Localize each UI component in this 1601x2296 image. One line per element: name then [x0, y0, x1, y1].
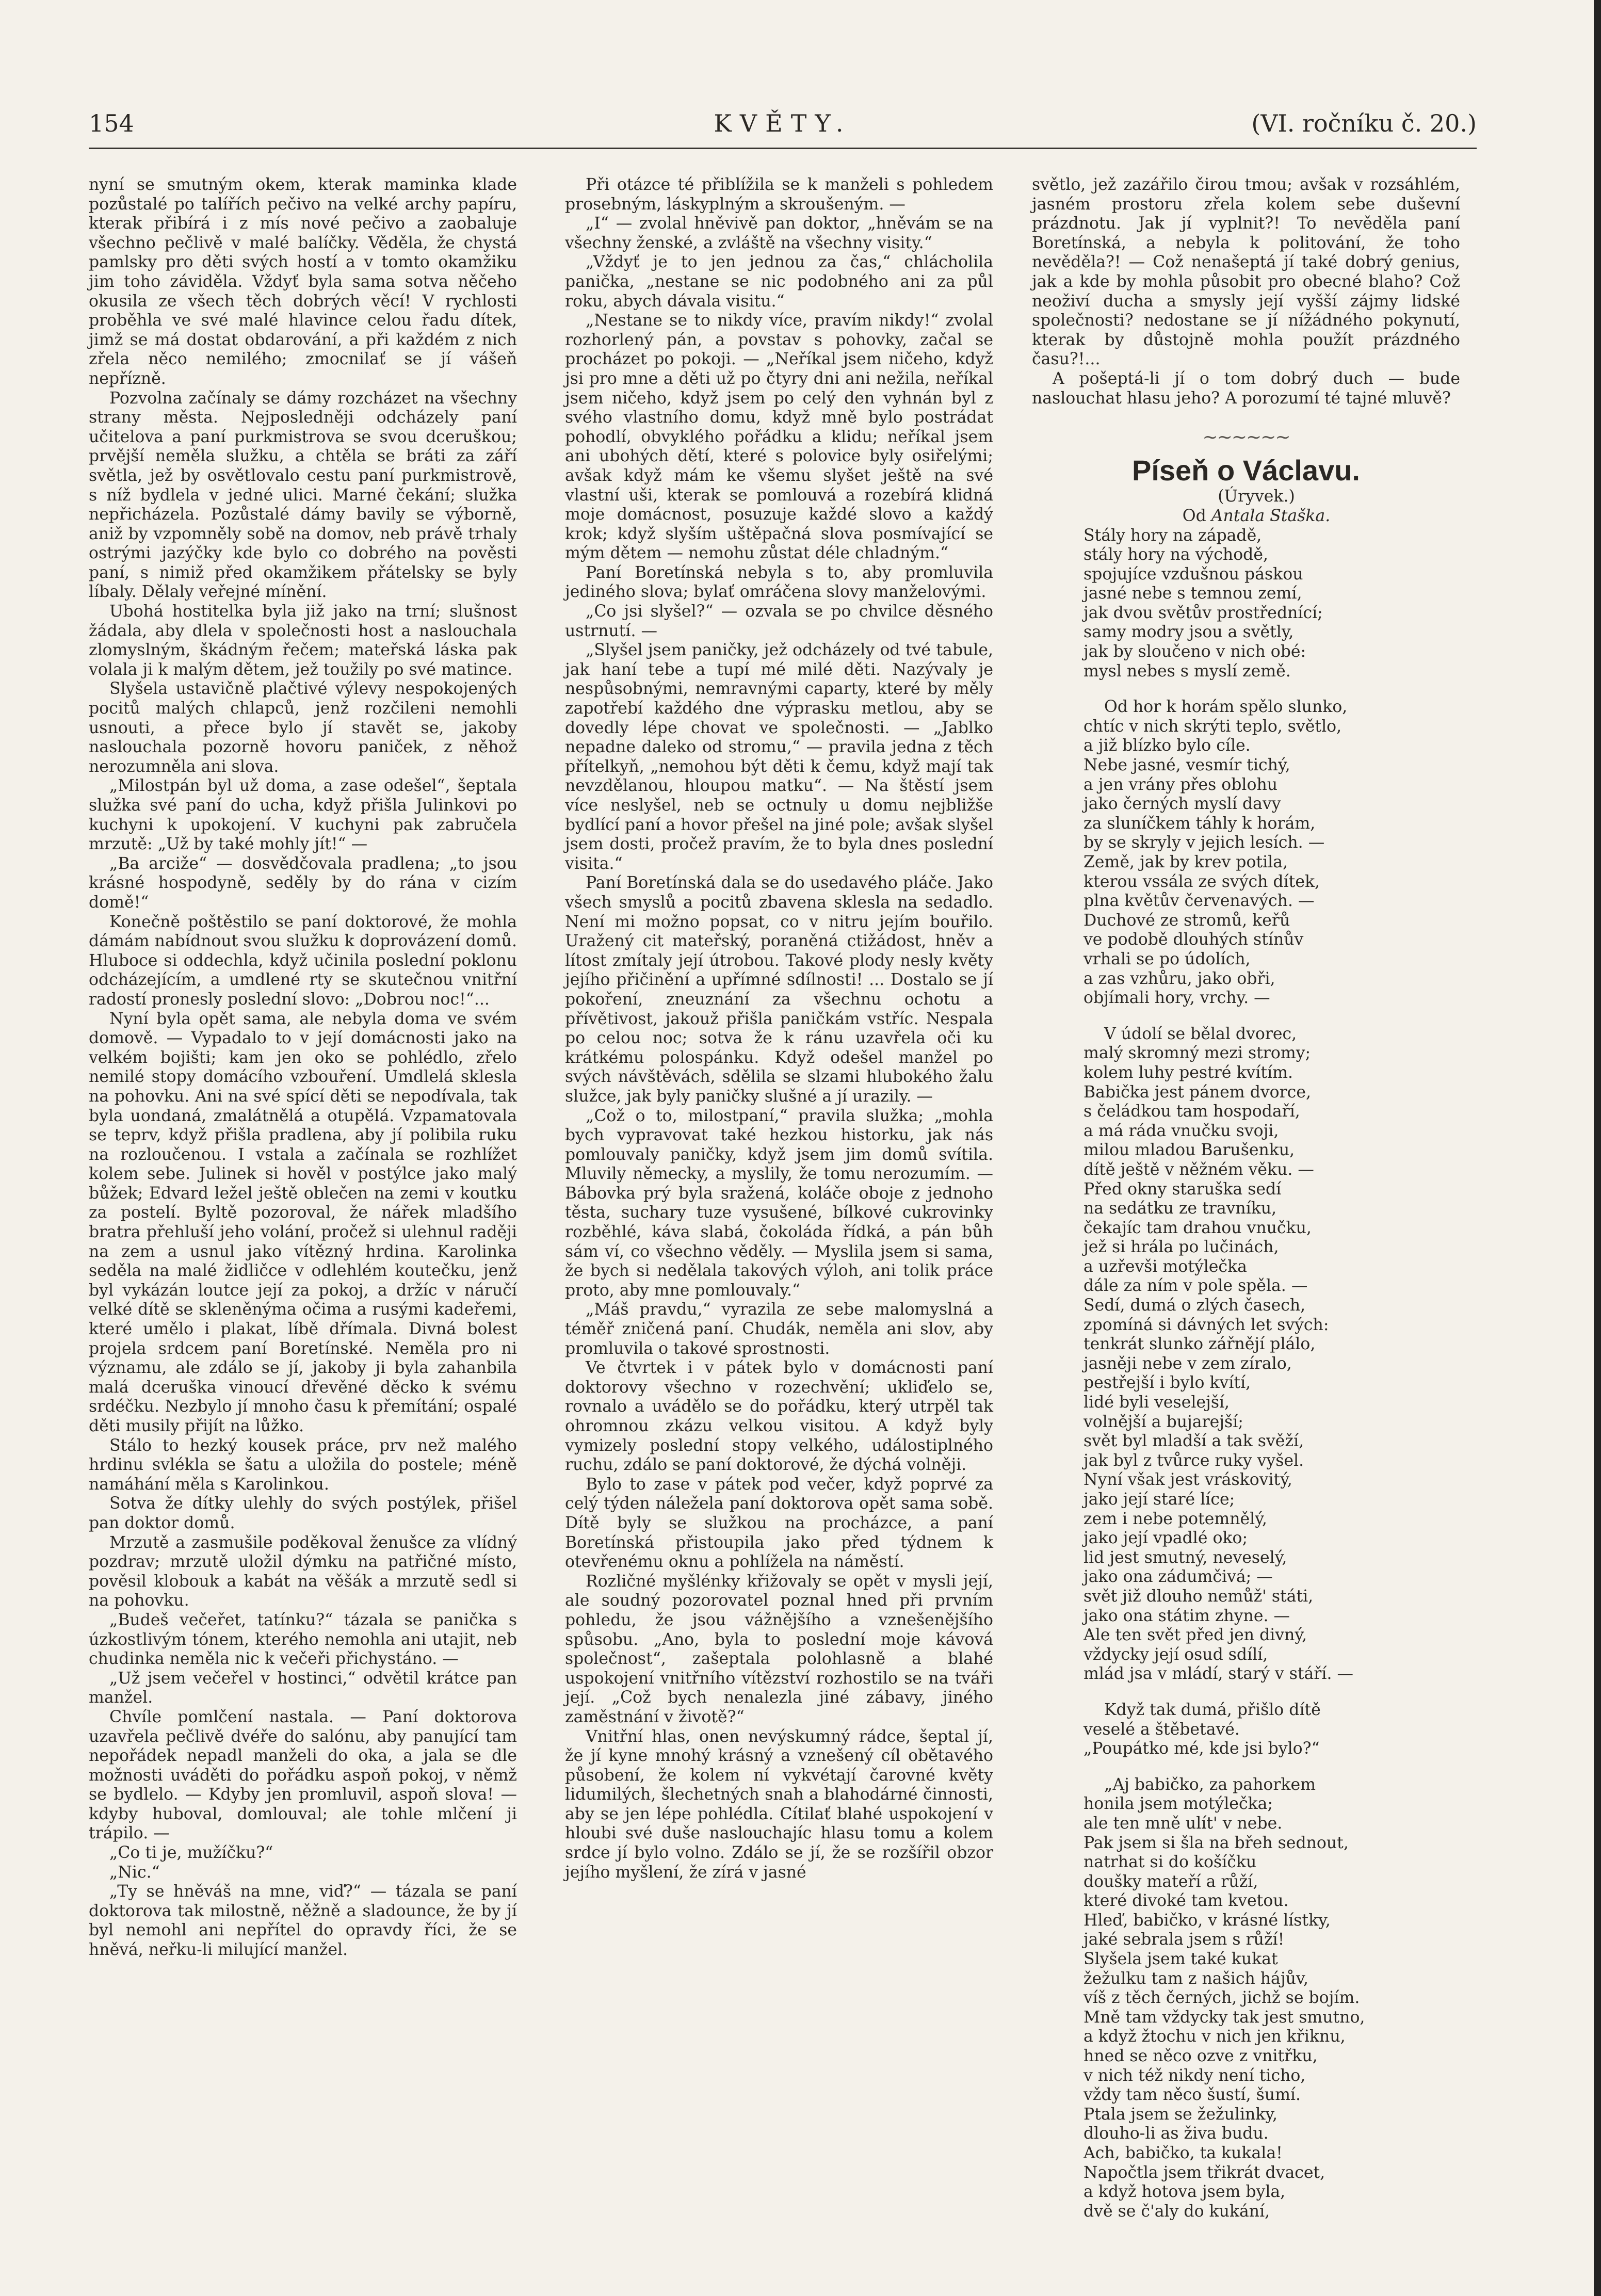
poem-line: lid jest smutný, neveselý,: [1083, 1548, 1287, 1567]
poem-line: Mně tam vždycky tak jest smutno,: [1083, 2008, 1365, 2027]
poem-line: Když tak dumá, přišlo dítě: [1104, 1700, 1321, 1719]
poem-line: svět byl mladší a tak svěží,: [1083, 1432, 1304, 1451]
poem-line: jako její vpadlé oko;: [1083, 1529, 1248, 1548]
poem-line: ale ten mně ulít' v nebe.: [1083, 1814, 1283, 1833]
poem-line: Od hor k horám spělo slunko,: [1104, 698, 1348, 717]
poem-line: jak byl z tvůrce ruky vyšel.: [1083, 1451, 1304, 1470]
poem-line: veselé a štěbetavé.: [1083, 1720, 1240, 1739]
poem-line: a když hotova jsem byla,: [1083, 2182, 1286, 2202]
poem-line: Ale ten svět před jen divný,: [1083, 1626, 1307, 1645]
paragraph: „Ty se hněváš na mne, viď?“ — tázala se paní doktorova tak milostně, něžně a sladounce, že by jí byl nemohl ani nepřítel do opravdy říci, že se hněvá, neřku-li milující manžel.: [89, 1882, 517, 1960]
paragraph: „Vždyť je to jen jednou za čas,“ chlácholila panička, „nestane se nic podobného ani za půl roku, abych dávala visitu.“: [565, 253, 993, 311]
poem-stanza: [1083, 698, 1460, 1008]
poem-line: jako ona zádumčivá; —: [1083, 1567, 1273, 1587]
paragraph: „Což o to, milostpaní,“ pravila služka; „mohla bych vypravovat také hezkou historku, jak nás pomlouvaly paničky, když jsem jim domů svítila. Mluvily německy, a myslily, že tomu nerozumím. — Bábovka prý byla sražená, koláče oboje z jednoho těsta, suchary tuze vysušené, bílkové cukrovinky rozběhlé, káva slabá, čokoláda řídká, a pán bůh sám ví, co všechno věděly. — Myslila jsem si sama, že bych si nedělala takových výloh, ani tolik práce proto, aby mne pomlouvaly.“: [565, 1106, 993, 1300]
issue-label: (VI. ročníku č. 20.): [1251, 109, 1477, 137]
poem-line: Nebe jasné, vesmír tichý,: [1083, 756, 1290, 775]
poem-line: natrhat si do košíčku: [1083, 1853, 1257, 1872]
column-middle: [565, 175, 993, 2167]
poem-line: jak by sloučeno v nich obé:: [1083, 642, 1306, 661]
poem-title: Píseň o Václavu.: [1132, 454, 1360, 487]
poem-line: jasněji nebe v zem zíralo,: [1083, 1354, 1292, 1373]
poem-line: které divoké tam kvetou.: [1083, 1891, 1289, 1911]
paragraph: Konečně poštěstilo se paní doktorové, že mohla dámám nabídnout svou služku k doprovázení domů. Hluboce si oddechla, když učinila poslední poklonu odcházejícím, a umdlené rty se skutečnou vnitřní radostí pronesly poslední slovo: „Dobrou noc!“...: [89, 912, 517, 1009]
column-left: [89, 175, 517, 2167]
poem-line: „Aj babičko, za pahorkem: [1104, 1775, 1316, 1794]
paragraph: „Nic.“: [109, 1863, 160, 1882]
paragraph: A pošeptá-li jí o tom dobrý duch — bude naslouchat hlasu jeho? A porozumí té tajné mluvě?: [1032, 369, 1460, 408]
poem-line: svět již dlouho nemůž' státi,: [1083, 1587, 1314, 1606]
poem-author: Antala Staška.: [1211, 506, 1331, 525]
poem-line: jako černých myslí davy: [1083, 795, 1281, 814]
poem-author-line: [1032, 507, 1460, 526]
poem-line: jak dvou světův prostřednící;: [1083, 603, 1323, 622]
poem-line: objímali hory, vrchy. —: [1083, 989, 1270, 1008]
paragraph: Slyšela ustavičně plačtivé výlevy nespokojených pocitů malých chlapců, jenž rozčileni nemohli usnouti, a přece bylo jí stavět se, jakoby naslouchala pozorně hovoru paniček, z něhož nerozumněla ani slova.: [89, 680, 517, 776]
poem-line: v nich též nikdy není ticho,: [1083, 2066, 1306, 2085]
poem-line: za sluníčkem táhly k horám,: [1083, 814, 1316, 833]
poem-line: kterou vssála ze svých dítek,: [1083, 872, 1320, 891]
paragraph: světlo, jež zazářilo čirou tmou; avšak v rozsáhlém, jasném prostoru zřela kolem sebe duševní prázdnotu. Jak jí vyplnit?! To nevěděla paní Boretínská, a nebyla k politování, že toho nevěděla?! — Což nenašeptá jí také dobrý genius, jak a kde by mohla působit pro obecné blaho? Což neoživí ducha a smysly její vyšší zájmy lidské společnosti? nedostane se jí nížádného pokynutí, kterak by důstojně mohla použít prázdného času?!...: [1032, 175, 1460, 369]
paragraph: Mrzutě a zasmušile poděkoval ženušce za vlídný pozdrav; mrzutě uložil dýmku na patřičné místo, pověsil klobouk a kabát na věšák a mrzutě sedl si na pohovku.: [89, 1533, 517, 1610]
paragraph: „Máš pravdu,“ vyrazila ze sebe malomyslná a téměř zničená paní. Chudák, neměla ani slov, aby promluvila o takové sprostnosti.: [565, 1300, 993, 1358]
poem-line: Nyní však jest vráskovitý,: [1083, 1470, 1292, 1490]
poem-line: vždy tam něco šustí, šumí.: [1083, 2085, 1301, 2105]
paragraph: „Budeš večeřet, tatínku?“ tázala se panička s úzkostlivým tónem, kterého nemohla ani utajit, neb chudinka neměla nic k večeři přichystáno. —: [89, 1610, 517, 1669]
paragraph: „Milostpán byl už doma, a zase odešel“, šeptala služka své paní do ucha, když přišla Julinkovi po kuchyni k upokojení. V kuchyni pak zabručela mrzutě: „Už by také mohly jít!“ —: [89, 777, 517, 854]
poem-subtitle: (Úryvek.): [1218, 487, 1295, 506]
poem-line: plna květův červenavých. —: [1083, 892, 1315, 911]
poem-line: čekajíc tam drahou vnučku,: [1083, 1218, 1312, 1237]
page-number: 154: [89, 109, 134, 137]
paragraph: nyní se smutným okem, kterak maminka klade pozůstalé po talířích pečivo na velké archy papíru, kterak přibírá i z mís nové pečivo a zaobaluje všechno pečlivě v malé balíčky. Věděla, že chystá pamlsky pro děti svých hostí a v tomto okamžiku jim toho záviděla. Vždyť byla sama sotva něčeho okusila ze všech těch dobrých věcí! V rychlosti proběhla ve své malé hlavince celou řadu dítek, jimž se má dostat obdarování, a při každém z nich zřela něco nemilého; zmocnilať se jí vášeň nepřízně.: [89, 175, 517, 388]
poem-line: vrhali se po údolích,: [1083, 949, 1251, 968]
poem-stanza: [1083, 1025, 1460, 1684]
poem-line: Duchové ze stromů, keřů: [1083, 911, 1290, 930]
poem-line: Hleď, babičko, v krásné lístky,: [1083, 1911, 1331, 1930]
poem-line: malý skromný mezi stromy;: [1083, 1044, 1311, 1063]
paragraph: Při otázce té přiblížila se k manželi s pohledem prosebným, láskyplným a skroušeným. —: [565, 175, 993, 214]
paragraph: Sotva že dítky ulehly do svých postýlek, přišel pan doktor domů.: [89, 1494, 517, 1532]
poem-line: honila jsem motýlečka;: [1083, 1794, 1273, 1814]
paragraph: „Ba arciže“ — dosvědčovala pradlena; „to jsou krásné hospodyně, seděly by do rána v cizím domě!“: [89, 854, 517, 912]
scan-edge: [1594, 0, 1601, 2296]
running-header: [89, 109, 1477, 140]
poem-line: hned se něco ozve z vnitřku,: [1083, 2047, 1318, 2066]
poem-line: by se skryly v jejich lesích. —: [1083, 833, 1325, 852]
poem-line: ve podobě dlouhých stínův: [1083, 930, 1304, 949]
poem-line: pestřejší i bylo kvítí,: [1083, 1373, 1251, 1393]
section-ornament: ~~~~~~: [1202, 427, 1290, 448]
paragraph: Chvíle pomlčení nastala. — Paní doktorova uzavřela pečlivě dvéře do salónu, aby panující tam nepořádek nepadl manželi do oka, a jala se dle možnosti uváděti do pořádku aspoň pokoj, v němž se bydlelo. — Kdyby jen promluvil, aspoň slova! — kdyby huboval, domlouval; ale tohle mlčení ji trápilo. —: [89, 1707, 517, 1843]
paragraph: „Už jsem večeřel v hostinci,“ odvětil krátce pan manžel.: [89, 1669, 517, 1707]
paragraph: „I“ — zvolal hněvivě pan doktor, „hněvám se na všechny ženské, a zvláště na všechny visity.“: [565, 214, 993, 252]
poem-line: tenkrát slunko zářnějí plálo,: [1083, 1335, 1316, 1354]
poem-line: mlád jsa v mládí, starý v stáří. —: [1083, 1664, 1353, 1684]
poem-line: a má ráda vnučku svoji,: [1083, 1121, 1279, 1140]
journal-title: KVĚTY.: [714, 109, 852, 137]
poem-line: vždycky její osud sdílí,: [1083, 1645, 1268, 1664]
paragraph: Rozličné myšlénky křižovaly se opět v mysli její, ale soudný pozorovatel poznal hned při prvním pohledu, že jsou vážnějšího a vznešenějšího spůsobu. „Ano, byla to poslední moje kávová společnost“, zašeptala polohlasně a blahé uspokojení vnitřního vítězství rozhostilo se na tváři její. „Což bych nenalezla jiné zábavy, jiného zaměstnání v životě?“: [565, 1572, 993, 1726]
poem-line: kolem luhy pestré kvítím.: [1083, 1063, 1293, 1082]
paragraph: Ve čtvrtek i v pátek bylo v domácnosti paní doktorovy všechno v rozechvění; ukliďelo se, rovnalo a uvádělo se do pořádku, který utrpěl tak ohromnou zkázu velkou visitou. A když byly vymizely poslední stopy velkého, událostiplného ruchu, zdálo se paní doktorové, že dýchá volněji.: [565, 1359, 993, 1475]
poem-line: „Poupátko mé, kde jsi bylo?“: [1083, 1739, 1320, 1758]
poem-line: dvě se č'aly do kukání,: [1083, 2202, 1270, 2221]
poem-line: milou mladou Barušenku,: [1083, 1141, 1295, 1160]
poem-line: Babička jest pánem dvorce,: [1083, 1082, 1311, 1102]
column-right: [1032, 175, 1460, 2221]
poem-line: jako ona státim zhyne. —: [1083, 1606, 1290, 1625]
poem-line: na sedátku ze travníku,: [1083, 1199, 1277, 1218]
poem-line: Sedí, dumá o zlých časech,: [1083, 1296, 1306, 1315]
paragraph: „Nestane se to nikdy více, pravím nikdy!“ zvolal rozhorlený pán, a povstav s pohovky, začal se procházet po pokoji. — „Neříkal jsem ničeho, když jsi pro mne a děti už po čtyry dni ani nežila, neříkal jsem ničeho, když jsem po celý den vyhnán byl z svého vlastního domu, když mně bylo postrádat pohodlí, obvyklého pořádku a klidu; neříkal jsem ani ubohých dětí, které s polovice byly osiřelými; avšak když mám ke všemu slyšet ještě na své vlastní uši, kterak se pomlouvá a rozebírá klidná moje domácnost, posuzuje každé slovo a každý krok; když slyším uštěpačná slova posmívající se mým dětem — nemohu zůstat déle chladným.“: [565, 311, 993, 563]
poem-line: zpomíná si dávných let svých:: [1083, 1315, 1329, 1334]
poem-line: volnější a bujarejší;: [1083, 1412, 1243, 1431]
poem-line: Pak jsem si šla na břeh sednout,: [1083, 1833, 1349, 1852]
poem-line: V údolí se bělal dvorec,: [1104, 1024, 1297, 1043]
poem-line: chtíc v nich skrýti teplo, světlo,: [1083, 717, 1342, 736]
poem-line: zem i nebe potemnělý,: [1083, 1509, 1267, 1528]
poem-line: dítě ještě v něžném věku. —: [1083, 1160, 1314, 1179]
paragraph: Paní Boretínská nebyla s to, aby promluvila jediného slova; bylať omráčena slovy manželovými.: [565, 563, 993, 602]
poem-line: víš z těch černých, jichž se bojím.: [1083, 1988, 1360, 2008]
poem-line: Ptala jsem se žežulinky,: [1083, 2105, 1278, 2124]
paragraph: Pozvolna začínaly se dámy rozcházet na všechny strany města. Nejposledněji odcházely paní učitelova a paní purkmistrova se svou dceruškou; prvější neměla služku, a chtěla se bráti za září světla, jež by osvětlovalo cestu paní purkmistrově, s níž bydlela v jedné ulici. Marné čekání; služka nepřicházela. Pozůstalé dámy bavily se výborně, aniž by vzpomněly sobě na domov, neb právě trhaly ostrými jazýčky kde bylo co dobrého na pověsti paní, s nimiž před okamžikem přátelsky se byly líbaly. Dělaly veřejné mínění.: [89, 389, 517, 602]
poem-line: Ach, babičko, ta kukala!: [1083, 2144, 1283, 2162]
poem-line: jež si hrála po lučinách,: [1083, 1238, 1279, 1257]
poem-line: žežulku tam z našich hájův,: [1083, 1969, 1308, 1988]
poem-line: Před okny staruška sedí: [1083, 1179, 1282, 1199]
paragraph: Vnitřní hlas, onen nevýskumný rádce, šeptal jí, že jí kyne mnohý krásný a vznešený cíl obětavého působení, že kolem ní vykvétají čarovné květy lidumilých, šlechetných snah a blahodárné činnosti, aby se jen lépe pohlédla. Cítilať blahé uspokojení v hloubi své duše naslouchajíc hlasu tomu a kolem srdce jí bylo volno. Zdálo se jí, že se rozšířil obzor jejího myšlení, že zírá v jasné: [565, 1727, 993, 1882]
poem-line: spojujíce vzdušnou páskou: [1083, 564, 1303, 584]
poem-line: doušky mateří a růží,: [1083, 1872, 1258, 1891]
poem-stanza: [1083, 1701, 1460, 1759]
poem-line: samy modry jsou a světly,: [1083, 623, 1294, 642]
paragraph: Stálo to hezký kousek práce, prv než malého hrdinu svlékla se šatu a uložila do postele; méně namáhání měla s Karolinkou.: [89, 1436, 517, 1494]
paragraph: Paní Boretínská dala se do usedavého pláče. Jako všech smyslů a pocitů zbavena sklesla na sedadlo. Není mi možno popsat, co v nitru jejím bouřilo. Uražený cit mateřský, poraněná ctižádost, hněv a lítost zmítaly její útrobou. Takové plody nesly květy jejího přičinění a upřímné sdílnosti! ... Dostalo se jí pokoření, zneuznání za všechnu ochotu a přívětivost, jakouž přišla paničkám vstříc. Nespala po celou noc; sotva že k ránu uzavřela oči ku krátkému polospánku. Když odešel manžel po svých návštěvách, sdělila se slzami hlubokého žalu služce, jak byly paničky slušné a jí urazily. —: [565, 874, 993, 1106]
paragraph: Bylo to zase v pátek pod večer, když poprvé za celý týden náležela paní doktorova opět sama sobě. Dítě byly se služkou na procházce, a paní Boretínská přistoupila jako před týdnem k otevřenému oknu a pohlížela na náměstí.: [565, 1475, 993, 1572]
poem-line: stály hory na východě,: [1083, 545, 1268, 564]
paragraph: „Co ti je, mužíčku?“: [109, 1844, 273, 1863]
author-prefix: Od: [1182, 506, 1206, 525]
poem-line: a zas vzhůru, jako obři,: [1083, 969, 1275, 988]
poem-line: Stály hory na západě,: [1083, 526, 1262, 545]
paragraph: „Slyšel jsem paničky, jež odcházely od tvé tabule, jak haní tebe a tupí mé milé děti. Nazývaly je nespůsobnými, nemravnými caparty, které by měly zapotřebí každého dne výprasku metlou, aby se dovedly lépe chovat ve společnosti. — „Jablko nepadne daleko od stromu,“ — pravila jedna z těch přítelkyň, „nemohou být děti k čemu, když mají tak nevzdělanou, hloupou matku“. — Na štěstí jsem více neslyšel, neb se octnuly u domu nejbližše bydlící paní a hovor přešel na jiné pole; avšak slyšel jsem dosti, pročež pravím, že to byla dnes poslední visita.“: [565, 641, 993, 873]
poem-line: a když žtochu v nich jen křiknu,: [1083, 2027, 1346, 2046]
header-rule: [89, 148, 1477, 149]
poem-line: a uzřevši motýlečka: [1083, 1257, 1247, 1276]
poem-line: jako její staré líce;: [1083, 1490, 1235, 1509]
poem-body: [1032, 526, 1460, 2222]
paragraph: „Co jsi slyšel?“ — ozvala se po chvilce děsného ustrnutí. —: [565, 602, 993, 640]
poem-stanza: [1083, 1775, 1460, 2222]
poem-line: Země, jak by krev potila,: [1083, 853, 1288, 871]
paragraph: Nyní byla opět sama, ale nebyla doma ve svém domově. — Vypadalo to v její domácnosti jako na velkém bojišti; kam jen oko se pohlédlo, zřelo nemilé stopy domácího vzbouření. Umdlelá sklesla na pohovku. Ani na své spící děti se nepodívala, tak byla uondaná, zmalátnělá a otupělá. Vzpamatovala se teprv, když přišla pradlena, aby jí polibila ruku na rozloučenou. I vstala a začínala se rozhlížet kolem sebe. Julinek si hověl v postýlce jako malý bůžek; Edvard ležel ještě oblečen na zemi v koutku za postelí. Byltě pozoroval, že nářek mladšího bratra přehluší jeho volání, pročež si ulehnul raději na zem a usnul jako vítězný hrdina. Karolinka seděla na malé židličce v odlehlém koutečku, jenž byl vykázán loutce její za pokoj, a držíc v náručí velké dítě se skleněnýma očima a rusými kadeřemi, které umělo i plakat, líbě dřímala. Divná bolest projela srdcem paní Boretínské. Neměla pro ni významu, ale zdálo se jí, jakoby ji byla zahanbila malá dceruška vinoucí dřevěné děcko k svému srdéčku. Nezbylo jí mnoho času k přemítání; ospalé děti musily přijít na lůžko.: [89, 1009, 517, 1435]
poem-line: Slyšela jsem také kukat: [1083, 1950, 1278, 1969]
poem-stanza: [1083, 526, 1460, 682]
poem-line: a jen vrány přes oblohu: [1083, 775, 1278, 794]
poem-line: jaké sebrala jsem s růží!: [1083, 1930, 1285, 1949]
poem-line: Napočtla jsem třikrát dvacet,: [1083, 2163, 1325, 2182]
poem-line: s čeládkou tam hospodaří,: [1083, 1102, 1300, 1121]
poem-line: jasné nebe s temnou zemí,: [1083, 584, 1302, 603]
poem-line: dále za ním v pole spěla. —: [1083, 1276, 1308, 1296]
poem-line: a již blízko bylo cíle.: [1083, 736, 1251, 755]
poem-line: lidé byli veselejší,: [1083, 1393, 1230, 1412]
paragraph: Ubohá hostitelka byla již jako na trní; slušnost žádala, aby dlela v společnosti host a naslouchala zlomyslným, škádným řečem; mateřská láska pak volala ji k malým dětem, jež toužily po své matince.: [89, 602, 517, 679]
poem-line: dlouho-li as živa budu.: [1083, 2124, 1269, 2143]
poem-line: mysl nebes s myslí země.: [1083, 661, 1291, 681]
